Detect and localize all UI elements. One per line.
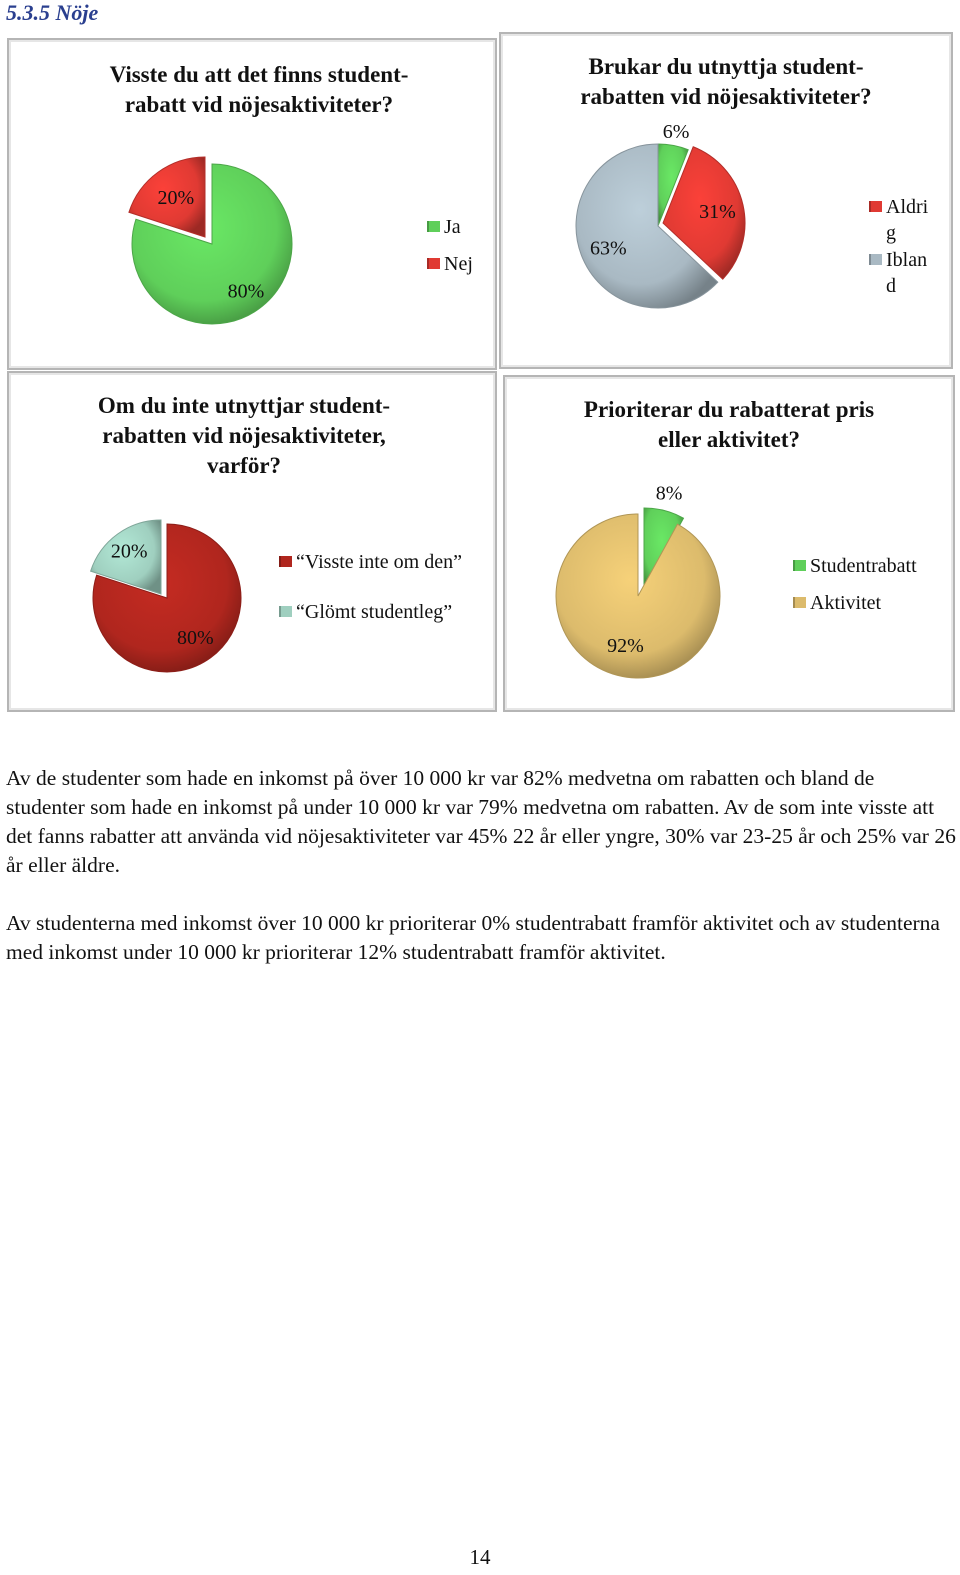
legend-item-aktivitet — [793, 592, 881, 615]
legend-swatch — [427, 221, 440, 232]
legend-label: Studentrabatt — [810, 555, 917, 577]
chart-3-title-line-1: Om du inte utnyttjar student- — [97, 393, 391, 418]
chart-1-title-line-1: Visste du att det finns student- — [109, 62, 409, 87]
pie-label-4-2: 92% — [607, 635, 644, 658]
legend-item-aldrig — [869, 194, 928, 246]
pie-label-2-2: 31% — [699, 200, 736, 223]
chart-1-title-line-2: rabatt vid nöjesaktiviteter? — [124, 92, 394, 117]
chart-3-title-line-3: varför? — [206, 453, 282, 478]
chart-4-title-line-1: Prioriterar du rabatterat pris — [583, 397, 875, 422]
legend-swatch — [869, 254, 882, 265]
legend-item-glomt — [279, 601, 452, 624]
legend-label-cont: g — [886, 222, 896, 244]
pie-label-2-1: 6% — [662, 121, 690, 143]
legend-item-ja — [427, 216, 461, 239]
legend-label: “Visste inte om den” — [296, 551, 462, 573]
chart-3-pie — [9, 373, 495, 710]
legend-label: Iblan — [886, 249, 928, 271]
chart-panel-3 — [7, 371, 497, 712]
chart-4-title-line-2: eller aktivitet? — [658, 427, 800, 452]
legend-item-studentrabatt — [793, 555, 917, 578]
legend-swatch — [427, 258, 440, 269]
legend-label: Nej — [444, 253, 473, 275]
chart-panel-1 — [7, 38, 497, 370]
chart-3-title-line-2: rabatten vid nöjesaktiviteter, — [102, 423, 386, 448]
legend-item-nej — [427, 253, 473, 276]
paragraph-1: Av de studenter som hade en inkomst på över 10 000 kr var 82% medvetna om rabatten och bland de studenter som hade en inkomst på under 10 000 kr var 79% medvetna om rabatten. Av de som inte visste att det fanns rabatter att använda vid nöjesaktiviteter var 45% 22 år eller yngre, 30% var 23-25 år och 25% var 26 år eller äldre. — [6, 766, 956, 877]
chart-4-pie — [505, 377, 953, 710]
legend-label: “Glömt studentleg” — [296, 601, 453, 623]
chart-panel-2 — [499, 32, 953, 369]
legend-label: Aktivitet — [810, 592, 882, 614]
section-heading: 5.3.5 Nöje — [6, 0, 99, 25]
legend-label-cont: d — [886, 275, 896, 297]
chart-2-title-line-2: rabatten vid nöjesaktiviteter? — [580, 84, 872, 109]
legend-item-ibland — [869, 247, 927, 299]
legend-swatch — [279, 606, 292, 617]
legend-item-visste-inte — [279, 551, 462, 574]
chart-2-title-line-1: Brukar du utnyttja student- — [588, 54, 864, 79]
chart-panel-4 — [503, 375, 955, 712]
legend-label: Ja — [444, 216, 461, 238]
pie-label-4-1: 8% — [655, 482, 683, 505]
page-number: 14 — [469, 1545, 491, 1569]
pie-label-3-1: 80% — [176, 626, 214, 649]
chart-1-pie — [9, 40, 495, 368]
legend-swatch — [793, 560, 806, 571]
paragraph-2: Av studenterna med inkomst över 10 000 kr prioriterar 0% studentrabatt framför aktivitet och av studenterna med inkomst under 10 000 kr prioriterar 12% studentrabatt framför aktivitet. — [6, 911, 940, 964]
pie-label-1-2: 20% — [157, 186, 195, 209]
pie-label-3-2: 20% — [110, 540, 148, 563]
pie-label-1-1: 80% — [227, 280, 265, 303]
legend-swatch — [869, 201, 882, 212]
legend-swatch — [279, 556, 292, 567]
pie-label-2-3: 63% — [589, 237, 627, 260]
legend-label: Aldri — [886, 196, 929, 218]
legend-swatch — [793, 597, 806, 608]
